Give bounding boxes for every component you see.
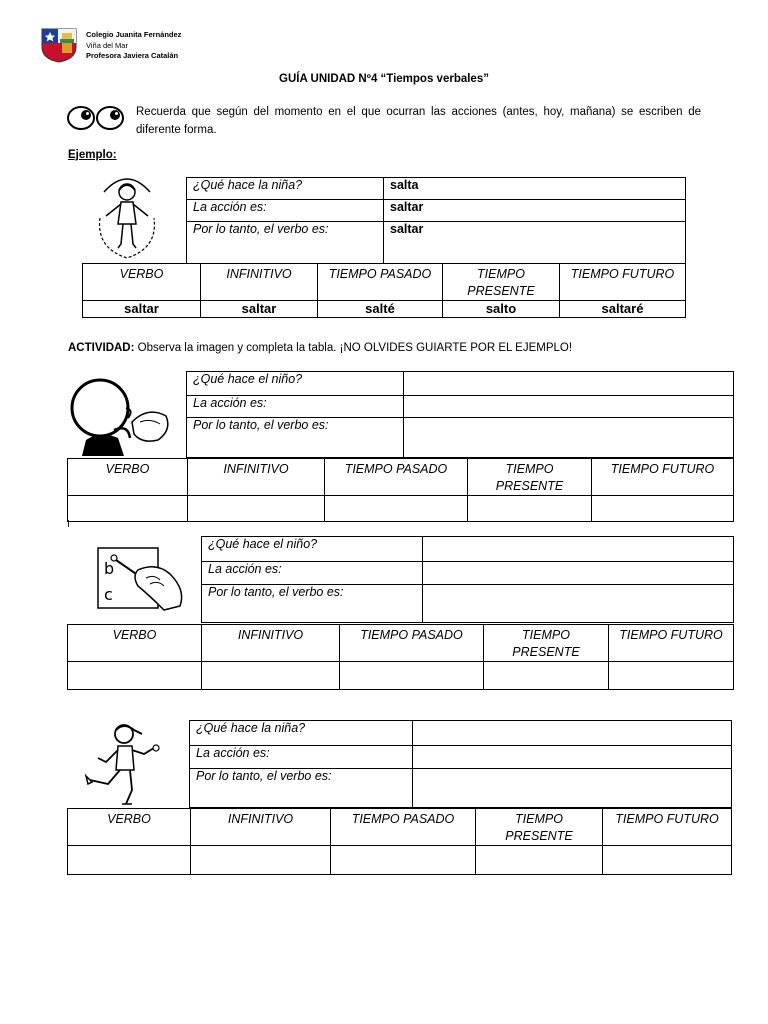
answer-field[interactable] — [423, 585, 734, 623]
school-logo — [40, 27, 78, 63]
teacher-name: Profesora Javiera Catalán — [86, 51, 179, 60]
present-input-cell[interactable] — [468, 496, 592, 522]
infinitive-input-cell[interactable] — [202, 662, 340, 690]
question-cell: La acción es: — [190, 746, 413, 769]
exercise-1-question-table — [186, 371, 734, 458]
question-cell: La acción es: — [187, 200, 384, 222]
boy-blowing-icon — [68, 378, 172, 458]
future-input-cell[interactable] — [609, 662, 734, 690]
question-cell: La acción es: — [202, 562, 423, 585]
activity-instruction — [68, 342, 572, 354]
question-cell: ¿Qué hace el niño? — [187, 372, 404, 396]
future-cell: saltaré — [560, 301, 686, 318]
girl-running-icon — [82, 720, 162, 808]
verb-input-cell[interactable] — [68, 846, 191, 875]
stray-mark: I — [67, 519, 70, 530]
column-header: INFINITIVO — [188, 459, 325, 496]
answer-field[interactable] — [404, 396, 734, 418]
school-info — [86, 30, 181, 62]
column-header: TIEMPO PASADO — [331, 809, 476, 846]
answer-cell: saltar — [384, 222, 686, 264]
verb-cell: saltar — [83, 301, 201, 318]
girl-jumping-rope-icon — [92, 178, 162, 262]
question-cell: ¿Qué hace el niño? — [202, 537, 423, 562]
question-cell: La acción es: — [187, 396, 404, 418]
column-header: TIEMPO PRESENTE — [484, 625, 609, 662]
eyes-icon — [66, 104, 126, 132]
column-header: TIEMPO PASADO — [325, 459, 468, 496]
column-header: VERBO — [68, 809, 191, 846]
verb-input-cell[interactable] — [68, 662, 202, 690]
question-cell: ¿Qué hace la niña? — [190, 721, 413, 746]
example-label: Ejemplo: — [68, 149, 117, 161]
school-name: Colegio Juanita Fernández — [86, 30, 182, 39]
example-verb-table — [82, 263, 686, 318]
answer-field[interactable] — [413, 721, 732, 746]
exercise-2-question-table — [201, 536, 734, 623]
past-input-cell[interactable] — [325, 496, 468, 522]
column-header: TIEMPO FUTURO — [560, 264, 686, 301]
school-city: Viña del Mar — [86, 40, 128, 50]
exercise-2-verb-table — [67, 624, 734, 690]
future-input-cell[interactable] — [592, 496, 734, 522]
infinitive-cell: saltar — [201, 301, 318, 318]
column-header: INFINITIVO — [191, 809, 331, 846]
answer-field[interactable] — [404, 418, 734, 458]
column-header: TIEMPO FUTURO — [592, 459, 734, 496]
page-title: GUÍA UNIDAD Nº4 “Tiempos verbales” — [279, 73, 489, 85]
column-header: INFINITIVO — [201, 264, 318, 301]
svg-text:c: c — [104, 585, 113, 604]
exercise-3-question-table — [189, 720, 732, 808]
question-cell: Por lo tanto, el verbo es: — [187, 222, 384, 264]
present-input-cell[interactable] — [484, 662, 609, 690]
column-header: TIEMPO PASADO — [340, 625, 484, 662]
activity-label: ACTIVIDAD: — [68, 342, 135, 354]
column-header: TIEMPO PRESENTE — [476, 809, 603, 846]
column-header: VERBO — [68, 625, 202, 662]
intro-text: Recuerda que según del momento en el que ocurran las acciones (antes, hoy, mañana) se escriben de diferente forma. — [136, 106, 701, 136]
present-input-cell[interactable] — [476, 846, 603, 875]
column-header: TIEMPO FUTURO — [603, 809, 732, 846]
column-header: VERBO — [68, 459, 188, 496]
future-input-cell[interactable] — [603, 846, 732, 875]
exercise-3-verb-table — [67, 808, 732, 875]
example-question-table — [186, 177, 686, 264]
infinitive-input-cell[interactable] — [191, 846, 331, 875]
answer-field[interactable] — [404, 372, 734, 396]
answer-field[interactable] — [413, 769, 732, 808]
column-header: TIEMPO PASADO — [318, 264, 443, 301]
column-header: TIEMPO FUTURO — [609, 625, 734, 662]
activity-text: Observa la imagen y completa la tabla. ¡NO OLVIDES GUIARTE POR EL EJEMPLO! — [134, 342, 573, 354]
exercise-1-verb-table — [67, 458, 734, 522]
answer-field[interactable] — [413, 746, 732, 769]
column-header: TIEMPO PRESENTE — [443, 264, 560, 301]
question-cell: Por lo tanto, el verbo es: — [190, 769, 413, 808]
verb-input-cell[interactable] — [68, 496, 188, 522]
past-input-cell[interactable] — [331, 846, 476, 875]
infinitive-input-cell[interactable] — [188, 496, 325, 522]
past-cell: salté — [318, 301, 443, 318]
answer-field[interactable] — [423, 537, 734, 562]
answer-cell: salta — [384, 178, 686, 200]
column-header: VERBO — [83, 264, 201, 301]
past-input-cell[interactable] — [340, 662, 484, 690]
svg-text:b: b — [104, 559, 115, 578]
question-cell: ¿Qué hace la niña? — [187, 178, 384, 200]
hand-writing-icon — [94, 544, 188, 614]
column-header: TIEMPO PRESENTE — [468, 459, 592, 496]
question-cell: Por lo tanto, el verbo es: — [202, 585, 423, 623]
present-cell: salto — [443, 301, 560, 318]
answer-field[interactable] — [423, 562, 734, 585]
answer-cell: saltar — [384, 200, 686, 222]
column-header: INFINITIVO — [202, 625, 340, 662]
question-cell: Por lo tanto, el verbo es: — [187, 418, 404, 458]
